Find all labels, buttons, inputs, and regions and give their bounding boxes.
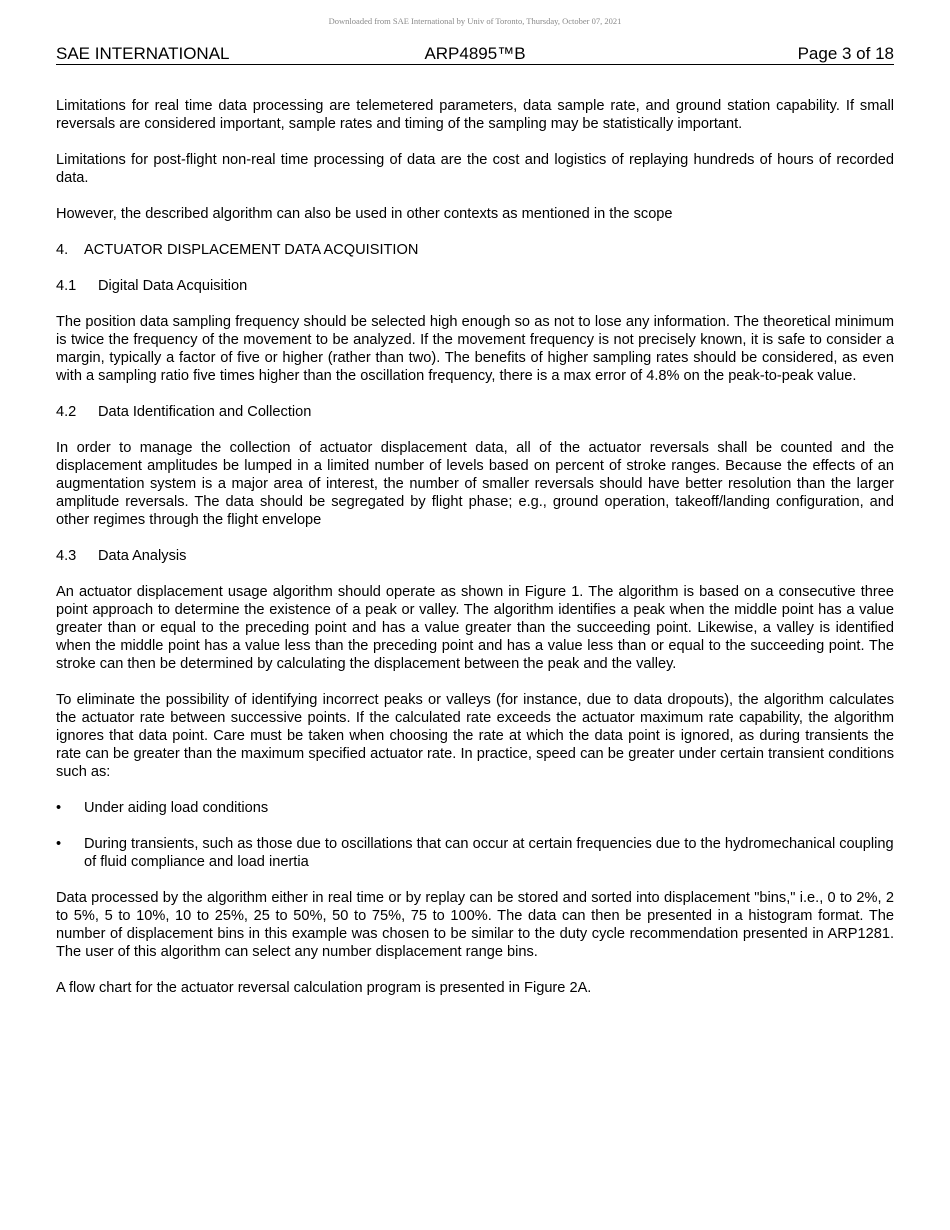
paragraph-realtime-limitations: Limitations for real time data processing are telemetered parameters, data sample rate, and ground station capability. If small reversals are considered important, sample rates and timing of the sampling may be statistically important. — [56, 98, 894, 132]
bullet-item — [56, 799, 894, 817]
section-4-1-heading — [56, 277, 894, 295]
download-watermark: Downloaded from SAE International by Univ of Toronto, Thursday, October 07, 2021 — [328, 16, 622, 26]
section-title: Digital Data Acquisition — [98, 278, 248, 294]
section-title: ACTUATOR DISPLACEMENT DATA ACQUISITION — [84, 242, 419, 258]
bullet-item — [56, 835, 894, 871]
section-title: Data Identification and Collection — [98, 404, 312, 420]
section-4-heading — [56, 241, 894, 259]
bullet-text: During transients, such as those due to oscillations that can occur at certain frequencies due to the hydromechanical coupling of fluid compliance and load inertia — [84, 836, 894, 870]
paragraph-displacement-bins: Data processed by the algorithm either in real time or by replay can be stored and sorted into displacement "bins," i.e., 0 to 2%, 2 to 5%, 5 to 10%, 10 to 25%, 25 to 50%, 50 to 75%, 75 to 100%. The data can then be presented in a histogram format. The number of displacement bins in this example was chosen to be similar to the duty cycle recommendation presented in ARP1281. The user of this algorithm can select any number displacement range bins. — [56, 890, 894, 960]
paragraph-algorithm-operation: An actuator displacement usage algorithm should operate as shown in Figure 1. The algorithm is based on a consecutive three point approach to determine the existence of a peak or valley. The algorithm identifies a peak when the middle point has a value greater than or equal to the preceding point and has a value greater than the succeeding point. Likewise, a valley is identified when the middle point has a value less than the preceding point and has a value less than or equal to the succeeding point. The stroke can then be determined by calculating the displacement between the peak and the valley. — [56, 584, 894, 672]
paragraph-other-contexts: However, the described algorithm can also be used in other contexts as mentioned in the scope — [56, 206, 673, 222]
paragraph-flow-chart-reference: A flow chart for the actuator reversal calculation program is presented in Figure 2A. — [56, 980, 592, 996]
section-number: 4.2 — [56, 404, 77, 420]
paragraph-data-identification: In order to manage the collection of actuator displacement data, all of the actuator reversals shall be counted and the displacement amplitudes be lumped in a limited number of levels based on percent of stroke ranges. Because the effects of an augmentation system is a major area of interest, the number of smaller reversals should have better resolution than the larger amplitude reversals. The data should be segregated by flight phase; e.g., ground operation, takeoff/landing configuration, and other regimes through the flight envelope — [56, 440, 894, 528]
bullet-dot-icon: • — [56, 800, 62, 816]
section-number: 4. — [56, 242, 69, 258]
publisher-name: SAE INTERNATIONAL — [56, 44, 230, 63]
section-number: 4.3 — [56, 548, 77, 564]
section-title: Data Analysis — [98, 548, 187, 564]
page-number: Page 3 of 18 — [797, 44, 894, 63]
paragraph-postflight-limitations: Limitations for post-flight non-real time processing of data are the cost and logistics of replaying hundreds of hours of recorded data. — [56, 152, 894, 186]
document-body — [56, 97, 894, 1015]
bullet-dot-icon: • — [56, 836, 62, 852]
bullet-text: Under aiding load conditions — [84, 800, 269, 816]
section-4-2-heading — [56, 403, 894, 421]
section-4-3-heading — [56, 547, 894, 565]
section-number: 4.1 — [56, 278, 77, 294]
paragraph-digital-data-acquisition: The position data sampling frequency should be selected high enough so as not to lose any information. The theoretical minimum is twice the frequency of the movement to be analyzed. If the movement frequency is not precisely known, it is safe to consider a margin, typically a factor of five or higher (rather than two). The benefits of higher sampling rates should be considered, as even with a sampling ratio five times higher than the oscillation frequency, there is a max error of 4.8% on the peak-to-peak value. — [56, 314, 894, 384]
document-number: ARP4895™B — [424, 44, 526, 63]
page-header — [56, 44, 894, 65]
paragraph-incorrect-peaks: To eliminate the possibility of identifying incorrect peaks or valleys (for instance, due to data dropouts), the algorithm calculates the actuator rate between successive points. If the calculated rate exceeds the actuator maximum rate capability, the algorithm ignores that data point. Care must be taken when choosing the rate at which the data point is ignored, as during transients the rate can be greater than the maximum specified actuator rate. In practice, speed can be greater under certain transient conditions such as: — [56, 692, 894, 780]
